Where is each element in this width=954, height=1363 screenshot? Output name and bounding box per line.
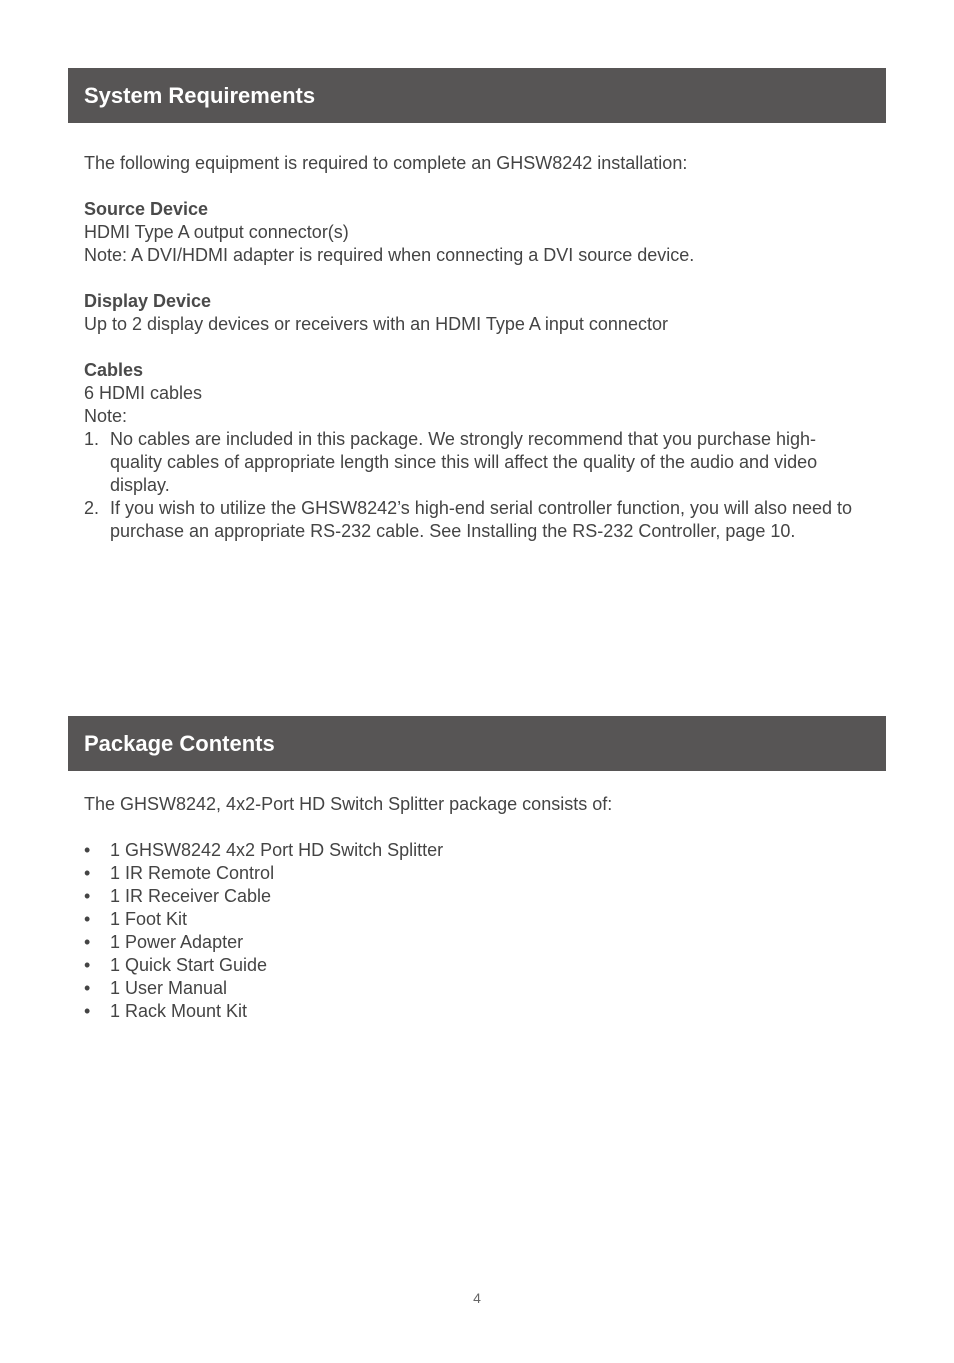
list-item — [84, 931, 864, 954]
bullet-icon: • — [84, 1001, 91, 1021]
list-item — [84, 428, 864, 497]
system-requirements-header — [68, 68, 886, 123]
source-device-title: Source Device — [84, 199, 209, 219]
package-contents-header — [68, 716, 886, 771]
item-text: 1 Quick Start Guide — [110, 955, 268, 975]
cables-notes-list — [84, 428, 864, 543]
item-text: 1 GHSW8242 4x2 Port HD Switch Splitter — [110, 840, 444, 860]
system-requirements-heading: System Requirements — [84, 82, 316, 108]
package-contents-intro: The GHSW8242, 4x2-Port HD Switch Splitter package consists of: — [84, 794, 613, 814]
list-item — [84, 1000, 864, 1023]
note-number: 2. — [84, 498, 100, 518]
item-text: 1 IR Remote Control — [110, 863, 275, 883]
list-item — [84, 839, 864, 862]
item-text: 1 IR Receiver Cable — [110, 886, 272, 906]
bullet-icon: • — [84, 932, 91, 952]
display-device-description: Up to 2 display devices or receivers with an HDMI Type A input connector — [84, 314, 668, 334]
item-text: 1 User Manual — [110, 978, 228, 998]
package-contents-list — [84, 839, 864, 1023]
list-item — [84, 862, 864, 885]
item-text: 1 Power Adapter — [110, 932, 244, 952]
bullet-icon: • — [84, 955, 91, 975]
package-contents-heading: Package Contents — [84, 730, 275, 756]
bullet-icon: • — [84, 863, 91, 883]
requirements-intro: The following equipment is required to complete an GHSW8242 installation: — [84, 153, 688, 173]
note-text: If you wish to utilize the GHSW8242’s high-end serial controller function, you will also need to purchase an appropriate RS-232 cable. See Installing the RS-232 Controller, page 10. — [110, 498, 853, 541]
source-device-connector: HDMI Type A output connector(s) — [84, 222, 349, 242]
cables-title: Cables — [84, 360, 144, 380]
list-item — [84, 497, 864, 543]
note-number: 1. — [84, 429, 100, 449]
item-text: 1 Foot Kit — [110, 909, 188, 929]
cables-note-label: Note: — [84, 406, 128, 426]
source-device-note: Note: A DVI/HDMI adapter is required when connecting a DVI source device. — [84, 245, 695, 265]
item-text: 1 Rack Mount Kit — [110, 1001, 248, 1021]
list-item — [84, 908, 864, 931]
note-text: No cables are included in this package. We strongly recommend that you purchase high-quality cables of appropriate length since this will affect the quality of the audio and video display. — [110, 429, 818, 495]
bullet-icon: • — [84, 978, 91, 998]
display-device-title: Display Device — [84, 291, 212, 311]
package-contents-section — [84, 793, 864, 1023]
cables-count: 6 HDMI cables — [84, 383, 203, 403]
bullet-icon: • — [84, 886, 91, 906]
bullet-icon: • — [84, 840, 91, 860]
list-item — [84, 977, 864, 1000]
list-item — [84, 954, 864, 977]
system-requirements-section — [84, 152, 864, 543]
page-number: 4 — [473, 1290, 481, 1306]
bullet-icon: • — [84, 909, 91, 929]
list-item — [84, 885, 864, 908]
